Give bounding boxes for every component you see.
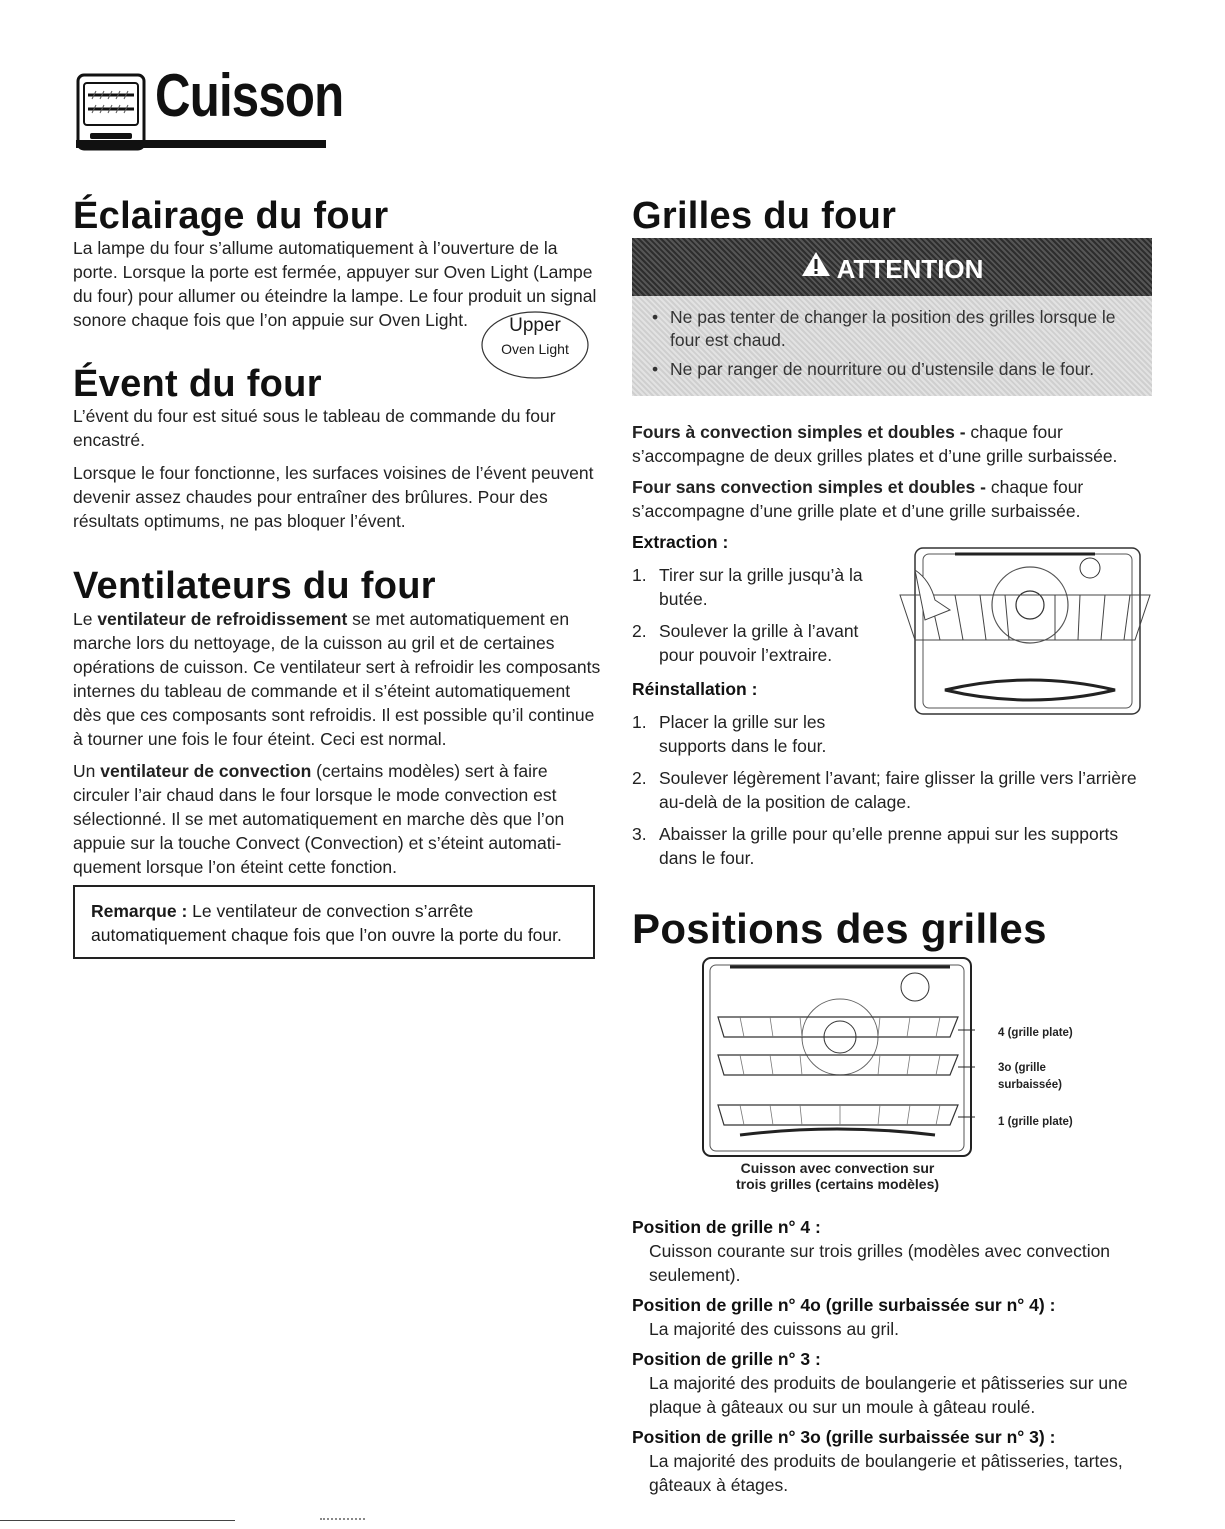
note-text: Le ventilateur de convection s’arrête automatiquement chaque fois que l’on ouvre la porte du four.	[91, 901, 562, 945]
attention-box	[632, 296, 1152, 396]
list-item: 1. Tirer sur la grille jusqu’à la butée.	[632, 565, 863, 609]
footer-dots	[320, 1518, 365, 1522]
reinstall-steps	[632, 766, 1152, 878]
ventilateurs-title: Ventilateurs du four	[73, 565, 436, 607]
warning-item: • Ne pas tenter de changer la position des grilles lorsque le four est chaud.	[650, 306, 1134, 352]
ventilateurs-text-2: Un ventilateur de convection (certains modèles) sert à faire circuler l’air chaud dans le four lorsque le mode convection est sélectionné. Il se met automatiquement en marche dès que l’on appuie sur la touche Convect (Convection) et s’éteint automati-quement lorsque l’on éteint cette fonction.	[73, 761, 565, 877]
reinstall-steps-short	[632, 710, 842, 766]
position-heading: Position de grille n° 4 :	[632, 1217, 821, 1237]
warning-icon	[801, 240, 831, 298]
grilles-title: Grilles du four	[632, 195, 897, 237]
title-underline	[76, 140, 326, 148]
position-heading: Position de grille n° 4o (grille surbaissée sur n° 4) :	[632, 1295, 1056, 1315]
footer-rule	[0, 1520, 235, 1521]
positions-title: Positions des grilles	[632, 905, 1047, 952]
list-item: 1. Placer la grille sur les supports dans le four.	[632, 712, 827, 756]
warning-item: • Ne par ranger de nourriture ou d’ustensile dans le four.	[650, 358, 1134, 381]
rack-label-3o: 3o (grille	[998, 1062, 1046, 1074]
diagram-caption: Cuisson avec convection sur trois grilles (certains modèles)	[735, 1160, 940, 1192]
extraction-title: Extraction :	[632, 532, 729, 552]
list-item: 2. Soulever légèrement l’avant; faire glisser la grille vers l’arrière au-delà de la position de calage.	[632, 768, 1137, 812]
ventilateurs-text-1: Le ventilateur de refroidissement se met automatiquement en marche lors du nettoyage, de la cuisson au gril et de certaines opérations de cuisson. Ce ventilateur sert à refroidir les composants internes du tableau de commande et il s’éteint automatiquement dès que ces composants sont refroidis. Il est possible qu’il continue à tourner une fois le four éteint. Ceci est normal.	[73, 609, 601, 749]
non-convection-info: Four sans convection simples et doubles - chaque four s’accompagne d’une grille plate et d’une grille surbaissée.	[632, 477, 1084, 521]
reinstall-title: Réinstallation :	[632, 679, 758, 699]
list-item: 2. Soulever la grille à l’avant pour pouvoir l’extraire.	[632, 621, 859, 665]
attention-banner	[632, 238, 1152, 296]
rack-label-3o-line2: surbaissée)	[998, 1079, 1062, 1091]
position-heading: Position de grille n° 3o (grille surbaissée sur n° 3) :	[632, 1427, 1056, 1447]
rack-label-1: 1 (grille plate)	[998, 1116, 1073, 1128]
page-title: Cuisson	[155, 62, 344, 129]
position-list	[632, 1215, 1162, 1503]
oven-rack-removal-illustration	[895, 540, 1155, 720]
note-box	[73, 885, 595, 959]
event-text-1: L’évent du four est situé sous le tableau de commande du four encastré.	[73, 406, 556, 450]
rack-label-4: 4 (grille plate)	[998, 1027, 1073, 1039]
rack-positions-illustration	[700, 955, 975, 1160]
position-text: La majorité des produits de boulangerie et pâtisseries sur une plaque à gâteaux ou sur un moule à gâteau roulé.	[649, 1373, 1128, 1417]
event-title: Évent du four	[73, 363, 322, 405]
badge-line1: Upper	[509, 315, 561, 336]
position-text: La majorité des produits de boulangerie et pâtisseries, tartes, gâteaux à étages.	[649, 1451, 1123, 1495]
badge-line2: Oven Light	[501, 341, 569, 357]
extraction-steps	[632, 563, 877, 675]
convection-info: Fours à convection simples et doubles - chaque four s’accompagne de deux grilles plates et d’une grille surbaissée.	[632, 422, 1118, 466]
eclairage-title: Éclairage du four	[73, 195, 389, 237]
event-text-2: Lorsque le four fonctionne, les surfaces voisines de l’évent peuvent devenir assez chaudes pour entraîner des brûlures. Pour des résultats optimums, ne pas bloquer l’évent.	[73, 463, 594, 531]
note-label: Remarque :	[91, 901, 188, 921]
attention-label: ATTENTION	[836, 254, 984, 285]
list-item: 3. Abaisser la grille pour qu’elle prenne appui sur les supports dans le four.	[632, 824, 1119, 868]
position-text: La majorité des cuissons au gril.	[649, 1319, 899, 1339]
position-heading: Position de grille n° 3 :	[632, 1349, 821, 1369]
position-text: Cuisson courante sur trois grilles (modèles avec convection seulement).	[649, 1241, 1111, 1285]
eclairage-text: La lampe du four s’allume automatiquement à l’ouverture de la porte. Lorsque la porte est fermée, appuyer sur Oven Light (Lampe du four) pour allumer ou éteindre la lampe. Le four produit un signal sonore chaque fois que l’on appuie sur Oven Light.	[73, 238, 597, 330]
